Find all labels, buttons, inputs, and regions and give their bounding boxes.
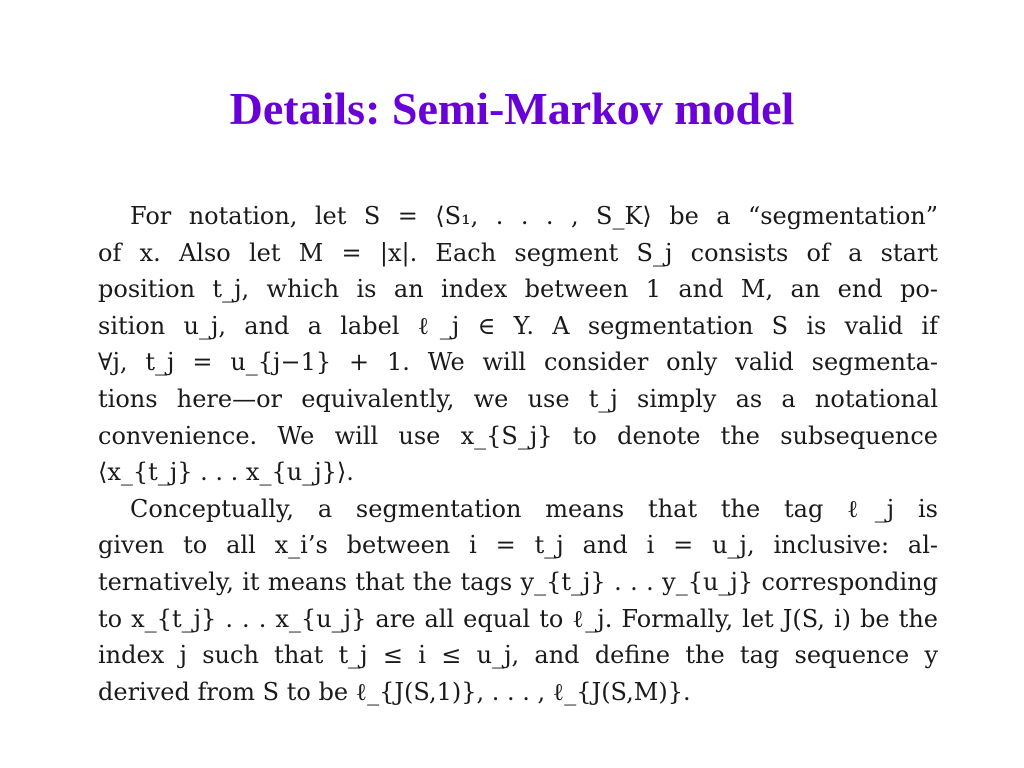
text-line: derived from S to be ℓ_{J(S,1)}, . . . , ℓ_{J(S,M)}. (98, 677, 691, 706)
text-line: index j such that t_j ≤ i ≤ u_j, and define the tag sequence y (98, 641, 938, 670)
text-line: to x_{t_j} . . . x_{u_j} are all equal to ℓ_j. Formally, let J(S, i) be the (98, 604, 938, 633)
text-line: ⟨x_{t_j} . . . x_{u_j}⟩. (98, 458, 354, 487)
text-line: ∀j, t_j = u_{j−1} + 1. We will consider only valid segmenta- (98, 348, 938, 377)
text-line: of x. Also let M = |x|. Each segment S_j consists of a start (98, 238, 938, 267)
text-line: Conceptually, a segmentation means that the tag ℓ_j is (130, 494, 938, 523)
slide-body (98, 198, 938, 710)
paragraph-1 (98, 198, 938, 491)
text-line: convenience. We will use x_{S_j} to denote the subsequence (98, 421, 938, 450)
text-line: For notation, let S = ⟨S₁, . . . , S_K⟩ be a “segmentation” (130, 202, 938, 230)
text-line: position t_j, which is an index between 1 and M, an end po- (98, 275, 938, 304)
text-line: sition u_j, and a label ℓ_j ∈ Y. A segmentation S is valid if (98, 311, 938, 340)
paragraph-2 (98, 491, 938, 711)
slide-title: Details: Semi-Markov model (229, 83, 795, 134)
text-line: ternatively, it means that the tags y_{t_j} . . . y_{u_j} corresponding (98, 567, 938, 596)
text-line: tions here—or equivalently, we use t_j simply as a notational (98, 384, 938, 413)
text-line: given to all x_i’s between i = t_j and i = u_j, inclusive: al- (98, 531, 938, 560)
